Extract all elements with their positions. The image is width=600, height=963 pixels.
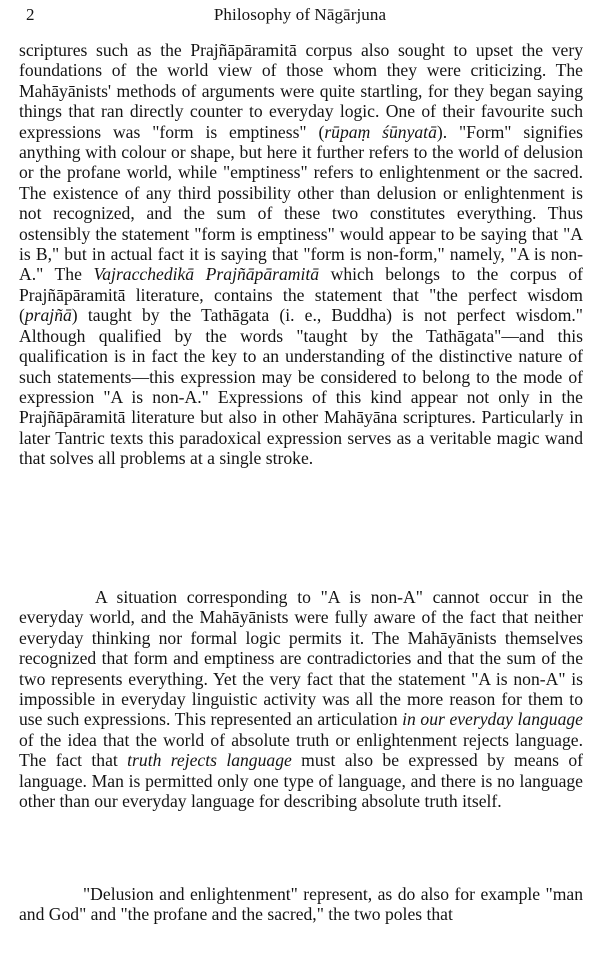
- text-segment: must also be expressed by means of language. Man is permitted only one type of language, and there is no language other than our everyday language for describing absolute truth itself.: [19, 750, 583, 812]
- italic-phrase-everyday-language: in our everyday language: [402, 709, 583, 730]
- italic-term-prajna: prajñā: [24, 305, 72, 326]
- italic-title-vajracchedika: Vajracchedikā Prajñāpāramitā: [93, 264, 320, 285]
- text-segment: of the idea that the world of absolute truth or enlightenment rejects language. The fact that: [19, 729, 583, 771]
- paragraph-1: [19, 40, 583, 469]
- italic-phrase-truth-rejects-language: truth rejects language: [127, 750, 292, 771]
- page-number: 2: [26, 5, 35, 24]
- text-segment: ) taught by the Tathāgata (i. e., Buddha) is not perfect wisdom." Although qualified by the words "taught by the Tathāgata"—and this qualification is in fact the key to an understanding of the distinctive nature of such statements—this expression may be considered to belong to the mode of expression "A is non-A." Expressions of this kind appear not only in the Prajñāpāramitā literature but also in other Mahāyāna scriptures. Particularly in later Tantric texts this paradoxical expression serves as a veritable magic wand that solves all problems at a single stroke.: [19, 305, 583, 469]
- italic-term-rupam-sunyata: rūpaṃ śūnyatā: [324, 121, 437, 142]
- running-header: [22, 5, 578, 29]
- running-title: Philosophy of Nāgārjuna: [213, 5, 387, 24]
- text-segment: "Delusion and enlightenment" represent, as do also for example "man and God" and "the profane and the sacred," the two poles that: [19, 884, 583, 925]
- paragraph-2: [19, 587, 583, 811]
- paragraph-3: [19, 884, 583, 925]
- paragraph-1-text: [19, 40, 583, 469]
- text-segment: which belongs to the corpus of Prajñāpāramitā literature, contains the statement that "the perfect wisdom (: [19, 264, 583, 326]
- paragraph-2-text: [19, 587, 583, 811]
- text-segment: A situation corresponding to "A is non-A" cannot occur in the everyday world, and the Mahāyānists were fully aware of the fact that neither everyday thinking nor formal logic permits it. The Mahāyānists themselves recognized that form and emptiness are contradictories and that the sum of the two represents everything. Yet the very fact that the statement "A is non-A" is impossible in everyday linguistic activity was all the more reason for them to use such expressions. This represented an articulation: [19, 587, 583, 730]
- text-segment: ). "Form" signifies anything with colour or shape, but here it further refers to the world of delusion or the profane world, while "emptiness" refers to enlightenment or the sacred. The existence of any third possibility other than delusion or enlightenment is not recognized, and the sum of these two constitutes everything. Thus ostensibly the statement "form is emptiness" would appear to be saying that "A is B," but in actual fact it is saying that "form is non-form," namely, "A is non-A." The: [19, 121, 583, 285]
- paragraph-3-text: [19, 884, 583, 925]
- text-segment: scriptures such as the Prajñāpāramitā corpus also sought to upset the very foundations of the world view of those whom they were criticizing. The Mahāyānists' methods of arguments were quite startling, for they began saying things that ran directly counter to everyday logic. One of their favourite such expressions was "form is emptiness" (: [19, 40, 583, 142]
